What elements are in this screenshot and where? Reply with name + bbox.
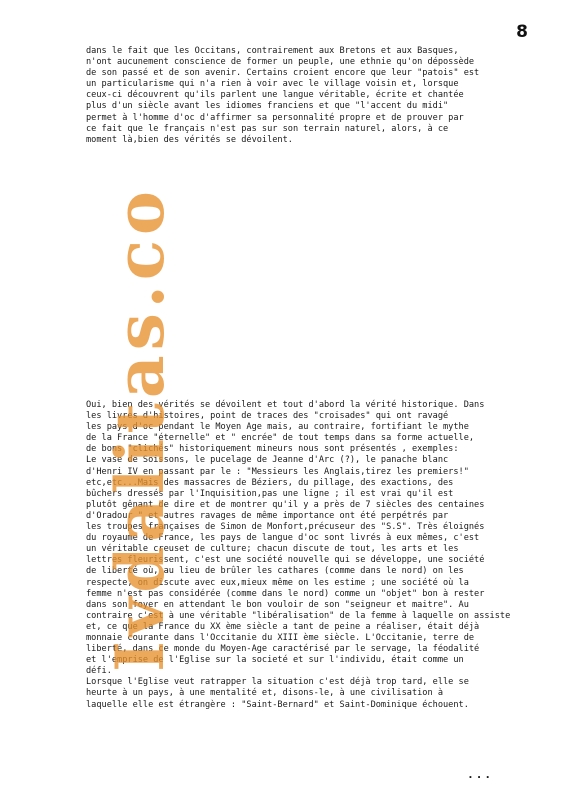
text-line: du royaume de France, les pays de langue d'oc sont livrés à eux mêmes, c'est — [86, 533, 480, 544]
paragraph-bottom — [86, 400, 511, 711]
text-line: n'ont aucunement conscience de former un peuple, une ethnie qu'on dépossède — [86, 57, 475, 68]
text-line: liberté, dans ce monde du Moyen-Age caractérisé par le servage, la féodalité — [86, 644, 480, 655]
text-line: plutôt gênant de dire et de montrer qu'il y a près de 7 siècles des centaines — [86, 499, 485, 510]
text-line: les livres d'histoires, point de traces des "croisades" qui ont ravagé — [86, 411, 449, 422]
text-line: ce fait que le français n'est pas sur son terrain naturel, alors, à ce — [86, 123, 449, 134]
watermark: Ivdalitas.co — [101, 186, 179, 672]
text-line: heurte à un pays, à une mentalité et, disons-le, à une civilisation à — [86, 688, 443, 699]
text-line: défi. — [86, 666, 112, 677]
text-line: contraire c'est à une véritable "libéralisation" de la femme à laquelle on assiste — [86, 610, 511, 621]
text-line: Lorsque l'Eglise veut ratrapper la situation c'est déjà trop tard, elle se — [86, 677, 469, 688]
continuation-ellipsis: ... — [467, 768, 493, 781]
text-line: un véritable creuset de culture; chacun discute de tout, les arts et les — [86, 544, 459, 555]
text-line: respecte, on discute avec eux,mieux même on les estime ; une société où la — [86, 577, 469, 588]
text-line: de la France "éternelle" et " encrée" de tout temps dans sa forme actuelle, — [86, 433, 475, 444]
text-line: et l'emprise de l'Eglise sur la societé et sur l'individu, était comme un — [86, 655, 464, 666]
text-line: ceux-ci découvrent qu'ils parlent une langue véritable, écrite et chantée — [86, 90, 464, 101]
text-line: plus d'un siècle avant les idiomes franciens et que "l'accent du midi" — [86, 101, 449, 112]
text-line: monnaie courante dans l'Occitanie du XIII ème siècle. L'Occitanie, terre de — [86, 632, 475, 643]
text-line: permet à l'homme d'oc d'affirmer sa personnalité propre et de prouver par — [86, 112, 464, 123]
text-line: moment là,bien des vérités se dévoilent. — [86, 134, 293, 145]
text-line: de bons "clichés" historiquement mineurs nous sont présentés , exemples: — [86, 444, 459, 455]
text-line: bûchers dressés par l'Inquisition,pas une ligne ; il est vrai qu'il est — [86, 488, 454, 499]
text-line: d'Oradour " et autres ravages de même importance ont été perpétrés par — [86, 510, 449, 521]
text-line: dans son foyer en attendant le bon vouloir de son "seigneur et maitre". Au — [86, 599, 469, 610]
text-line: dans le fait que les Occitans, contrairement aux Bretons et aux Basques, — [86, 46, 459, 56]
text-line: de son passé et de son avenir. Certains croient encore que leur "patois" est — [86, 68, 480, 79]
text-line: d'Henri IV en passant par le : "Messieurs les Anglais,tirez les premiers!" — [86, 466, 469, 477]
text-line: lettres fleurissent, c'est une société nouvelle qui se développe, une société — [86, 555, 485, 566]
text-line: et, ce que la France du XX ème siècle a tant de peine a réaliser, était déjà — [86, 621, 480, 632]
text-line: Le vase de Soissons, le pucelage de Jeanne d'Arc (?), le panache blanc — [86, 455, 449, 466]
text-line: etc,etc...Mais des massacres de Béziers, du pillage, des exactions, des — [86, 477, 454, 488]
text-line: un particularisme qui n'a rien à voir avec le village voisin et, lorsque — [86, 79, 459, 90]
text-line: laquelle elle est étrangère : "Saint-Bernard" et Saint-Dominique échouent. — [86, 699, 469, 710]
page-number: 8 — [516, 22, 528, 42]
text-line: femme n'est pas considérée (comme dans le nord) comme un "objet" bon à rester — [86, 588, 485, 599]
text-line: les troupes françaises de Simon de Monfort,précuseur des "S.S". Très éloignés — [86, 522, 485, 533]
text-line: les pays d'oc pendant le Moyen Age mais, au contraire, fortifiant le mythe — [86, 422, 469, 433]
text-line: Oui, bien des vérités se dévoilent et tout d'abord la vérité historique. Dans — [86, 400, 485, 410]
paragraph-top — [86, 46, 511, 146]
text-line: de liberté où, au lieu de brûler les cathares (comme dans le nord) on les — [86, 566, 464, 577]
